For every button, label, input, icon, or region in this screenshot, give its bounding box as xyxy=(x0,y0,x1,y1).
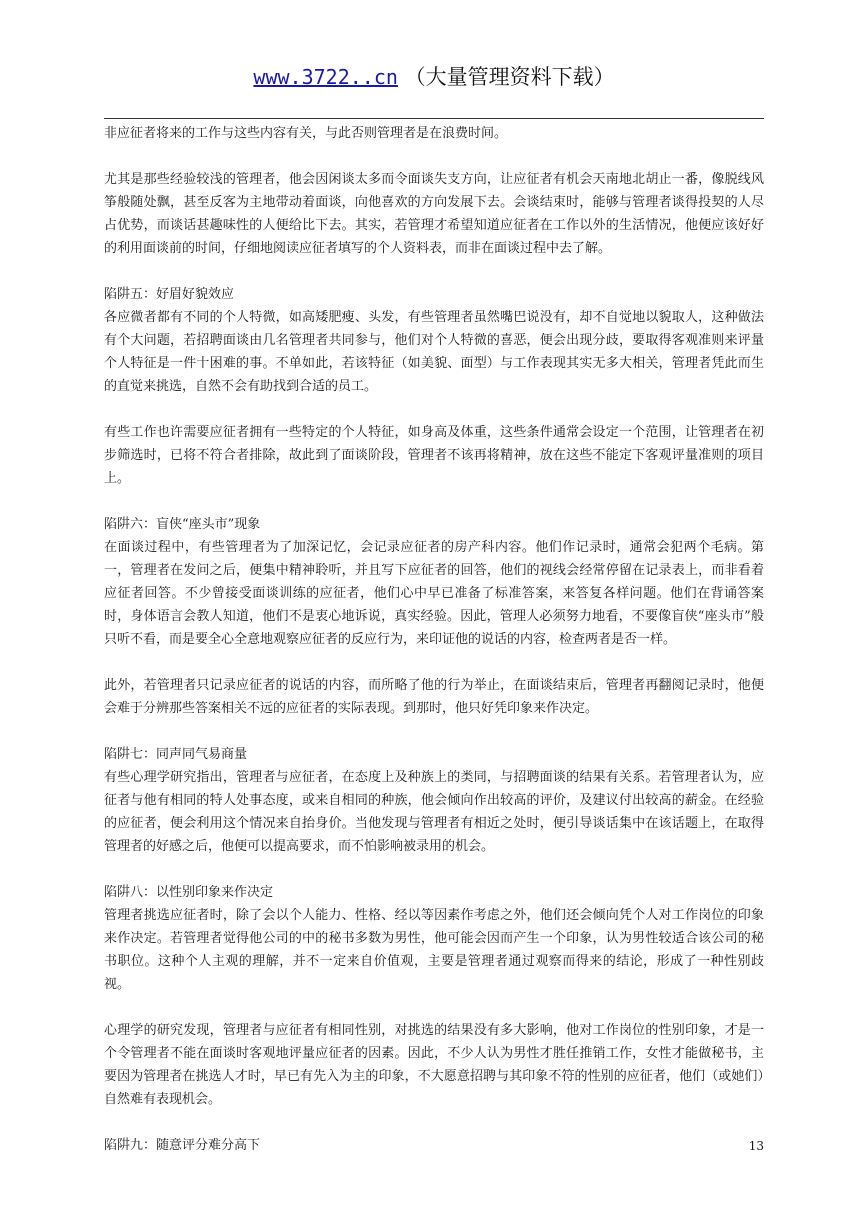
paragraph: 各应微者都有不同的个人特微，如高矮肥瘦、头发，有些管理者虽然嘴巴说没有，却不自觉地以貌取人，这种做法有个大问题，若招聘面谈由几名管理者共同参与，他们对个人特微的喜恶，便会出现分歧，要取得客观准则来评量个人特征是一件十困难的事。不单如此，若该特征（如美貌、面型）与工作表现其实无多大相关，管理者凭此而生的直觉来挑选，自然不会有助找到合适的员工。 xyxy=(104,310,764,394)
section-heading: 陷阱五：好眉好貌效应 xyxy=(104,287,235,302)
header-title: （大量管理资料下载） xyxy=(404,65,615,89)
paragraph: 有些心理学研究指出，管理者与应征者，在态度上及种族上的类同，与招聘面谈的结果有关系。若管理者认为，应征者与他有相同的特人处事态度，或来自相同的种族，他会倾向作出较高的评价，及建议付出较高的薪金。在经验的应征者，便会利用这个情况来自抬身价。当他发现与管理者有相近之处时，便引导谈话集中在该话题上，在取得管理者的好感之后，他便可以提高要求，而不怕影响被录用的机会。 xyxy=(104,770,764,854)
header-divider xyxy=(104,118,764,119)
section-trap-9 xyxy=(104,1134,764,1157)
paragraph: 心理学的研究发现，管理者与应征者有相同性别，对挑选的结果没有多大影响，他对工作岗位的性别印象，才是一个令管理者不能在面谈时客观地评量应征者的因素。因此，不少人认为男性才胜任推销工作，女性才能做秘书，主要因为管理者在挑选人才时，早已有先入为主的印象，不大愿意招聘与其印象不符的性别的应征者，他们（或她们）自然难有表现机会。 xyxy=(104,1023,764,1107)
document-body xyxy=(104,122,764,1157)
section-heading: 陷阱七：同声同气易商量 xyxy=(104,747,248,762)
paragraph: 有些工作也许需要应征者拥有一些特定的个人特征，如身高及体重，这些条件通常会设定一个范围，让管理者在初步筛选时，已将不符合者排除，故此到了面谈阶段，管理者不该再将精神，放在这些不能定下客观评量准则的项目上。 xyxy=(104,425,764,486)
section-heading: 陷阱八：以性别印象来作决定 xyxy=(104,885,274,900)
paragraph: 管理者挑选应征者时，除了会以个人能力、性格、经以等因素作考虑之外，他们还会倾向凭个人对工作岗位的印象来作决定。若管理者觉得他公司的中的秘书多数为男性，他可能会因而产生一个印象，认为男性较适合该公司的秘书职位。这种个人主观的理解，并不一定来自价值观，主要是管理者通过观察而得来的结论，形成了一种性别歧视。 xyxy=(104,908,764,992)
section-trap-7 xyxy=(104,743,764,858)
site-link[interactable]: www.3722..cn xyxy=(253,65,398,89)
section-trap-8 xyxy=(104,881,764,1111)
paragraph: 在面谈过程中，有些管理者为了加深记忆，会记录应征者的房产科内容。他们作记录时，通常会犯两个毛病。第一，管理者在发问之后，便集中精神聆听，并且写下应征者的回答，他们的视线会经常停留在记录表上，而非看着应征者回答。不少曾接受面谈训练的应征者，他们心中早已准备了标准答案，来答复各样问题。他们在背诵答案时，身体语言会教人知道，他们不是衷心地诉说，真实经验。因此，管理人必须努力地看，不要像盲侠“座头市”般只听不看，而是要全心全意地观察应征者的反应行为，来印证他的说话的内容，检查两者是否一样。 xyxy=(104,540,764,647)
page-number: 13 xyxy=(748,1139,764,1153)
paragraph: 尤其是那些经验较浅的管理者，他会因闲谈太多而令面谈失支方向，让应征者有机会天南地北胡止一番，像脱线风筝般随处飘，甚至反客为主地带动着面谈，向他喜欢的方向发展下去。会谈结束时，能够与管理者谈得投契的人尽占优势，而谈话甚趣味性的人便给比下去。其实，若管理才希望知道应征者在工作以外的生活情况，他便应该好好的利用面谈前的时间，仔细地阅读应征者填写的个人资料表，而非在面谈过程中去了解。 xyxy=(104,172,764,256)
section-heading: 陷阱六：盲侠“座头市”现象 xyxy=(104,517,261,532)
section-trap-5 xyxy=(104,283,764,490)
section-trap-6 xyxy=(104,513,764,720)
paragraph: 此外，若管理者只记录应征者的说话的内容，而所略了他的行为举止，在面谈结束后，管理者再翻阅记录时，他便会难于分辨那些答案相关不远的应征者的实际表现。到那时，他只好凭印象来作决定。 xyxy=(104,678,764,716)
paragraph: 非应征者将来的工作与这些内容有关，与此否则管理者是在浪费时间。 xyxy=(104,126,508,141)
page-header xyxy=(0,62,868,92)
section-heading: 陷阱九：随意评分难分高下 xyxy=(104,1138,261,1153)
